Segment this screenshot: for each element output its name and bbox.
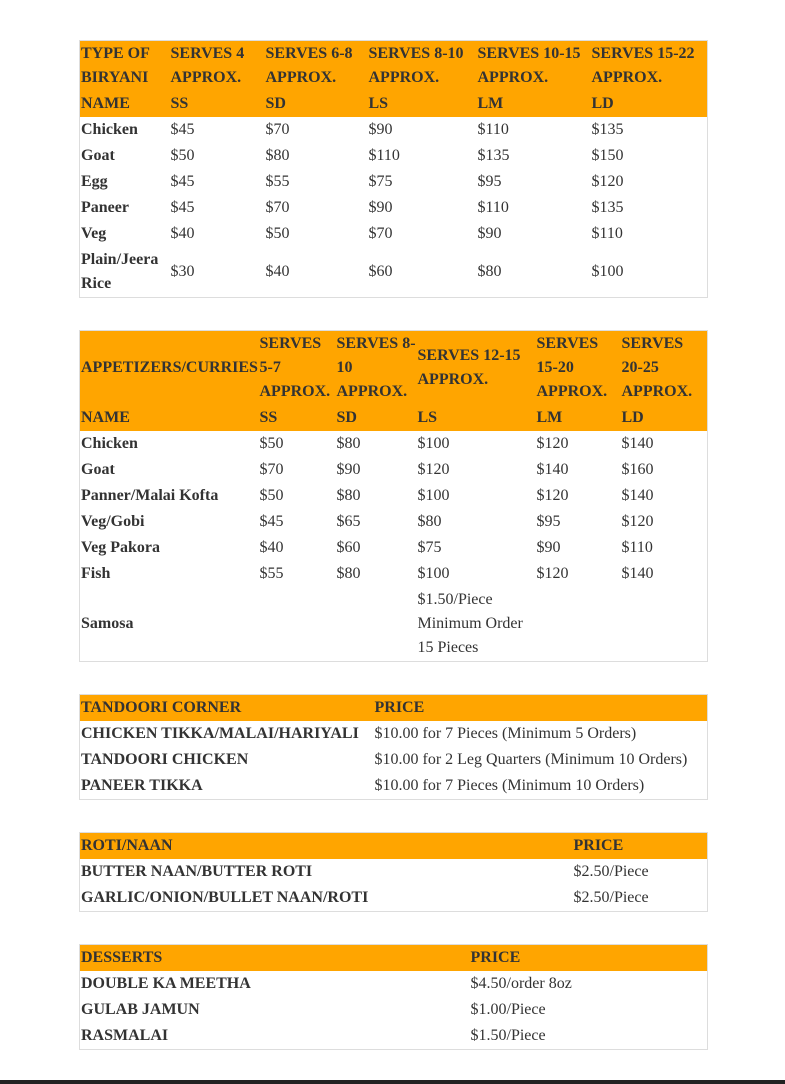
price-cell: $100 [417,565,450,582]
item-name: CHICKEN TIKKA/MALAI/HARIYALI [81,725,359,742]
price-cell: $110 [368,147,400,164]
appetizers-header [80,331,708,432]
appetizers-table [79,330,708,662]
price-cell: $90 [368,199,393,216]
price-cell: $1.00/Piece [470,1001,546,1018]
price-cell: $80 [336,487,361,504]
price-cell: $80 [417,513,442,530]
table-row [80,535,708,561]
biryani-code-ss: SS [170,95,189,112]
table-row [80,885,708,912]
price-cell: $40 [170,225,195,242]
item-name: DOUBLE KA MEETHA [81,975,251,992]
table-row [80,483,708,509]
price-cell: $80 [265,147,290,164]
price-cell: $90 [336,461,361,478]
biryani-col-type: TYPE OF BIRYANI [81,45,150,86]
desserts-header-row [80,945,708,972]
appetizers-col-lm: SERVES 15-20 APPROX. [536,335,608,400]
appetizers-code-name: NAME [81,409,130,426]
price-cell: $2.50/Piece [573,889,649,906]
price-cell: $140 [536,461,569,478]
price-cell: $80 [477,263,502,280]
price-cell: $110 [591,225,623,242]
price-cell: $70 [265,121,290,138]
appetizers-code-ss: SS [259,409,278,426]
price-cell: $70 [265,199,290,216]
price-cell: $80 [336,565,361,582]
biryani-col-ld: SERVES 15-22 APPROX. [591,45,695,86]
item-name: Samosa [81,615,134,632]
item-name: Goat [81,461,115,478]
biryani-code-sd: SD [265,95,286,112]
tandoori-body [80,721,708,800]
empty-cell [259,587,336,662]
desserts-body [80,971,708,1050]
price-cell: $45 [259,513,284,530]
roti-header-row [80,833,708,860]
appetizers-header-row [80,331,708,406]
item-name: TANDOORI CHICKEN [81,751,249,768]
tandoori-col-price: PRICE [374,699,425,716]
item-name: Goat [81,147,115,164]
price-cell: $45 [170,199,195,216]
price-cell: $10.00 for 7 Pieces (Minimum 10 Orders) [374,777,645,794]
price-cell: $40 [265,263,290,280]
price-cell: $55 [259,565,284,582]
biryani-code-row [80,91,708,117]
price-cell: $70 [368,225,393,242]
table-row [80,721,708,747]
table-row [80,143,708,169]
empty-cell [336,587,417,662]
price-cell: $110 [621,539,653,556]
price-cell: $120 [621,513,654,530]
price-cell: $55 [265,173,290,190]
price-cell: $80 [336,435,361,452]
roti-table [79,832,708,912]
table-row [80,1023,708,1050]
item-name: Veg [81,225,107,242]
appetizers-code-lm: LM [536,409,563,426]
item-name: Chicken [81,121,138,138]
table-row [80,509,708,535]
item-name: GULAB JAMUN [81,1001,200,1018]
table-row [80,431,708,457]
table-row [80,247,708,298]
appetizers-code-row [80,405,708,431]
item-name: RASMALAI [81,1027,169,1044]
table-row [80,169,708,195]
biryani-code-ld: LD [591,95,614,112]
tandoori-col-name: TANDOORI CORNER [81,699,242,716]
appetizers-code-ld: LD [621,409,644,426]
item-name: Panner/Malai Kofta [81,487,219,504]
price-cell: $100 [417,487,450,504]
price-cell: $120 [536,565,569,582]
price-cell: $60 [336,539,361,556]
price-cell: $140 [621,487,654,504]
price-cell: $75 [417,539,442,556]
price-cell: $95 [477,173,502,190]
item-name: Paneer [81,199,129,216]
samosa-row [80,587,708,662]
table-row [80,747,708,773]
biryani-col-lm: SERVES 10-15 APPROX. [477,45,581,86]
price-cell: $120 [536,487,569,504]
biryani-header-row [80,41,708,92]
biryani-code-ls: LS [368,95,389,112]
item-name: Egg [81,173,108,190]
appetizers-code-ls: LS [417,409,438,426]
price-cell: $45 [170,121,195,138]
price-cell: $45 [170,173,195,190]
table-row [80,859,708,885]
item-name: Plain/Jeera Rice [81,251,159,292]
price-cell: $65 [336,513,361,530]
biryani-code-name: NAME [81,95,130,112]
price-cell: $150 [591,147,624,164]
table-row [80,221,708,247]
item-name: GARLIC/ONION/BULLET NAAN/ROTI [81,889,369,906]
appetizers-col-type: APPETIZERS/CURRIES [81,359,258,376]
desserts-col-name: DESSERTS [81,949,163,966]
price-cell: $160 [621,461,654,478]
empty-cell [621,587,708,662]
price-cell: $135 [591,199,624,216]
table-row [80,773,708,800]
price-cell: $110 [477,199,509,216]
price-cell: $50 [265,225,290,242]
item-name: Fish [81,565,111,582]
tandoori-header-row [80,695,708,722]
page-bottom-divider [0,1080,785,1084]
price-cell: $50 [259,435,284,452]
roti-col-name: ROTI/NAAN [81,837,173,854]
table-row [80,195,708,221]
price-cell: $4.50/order 8oz [470,975,572,992]
price-cell: $10.00 for 7 Pieces (Minimum 5 Orders) [374,725,637,742]
price-cell: $120 [417,461,450,478]
appetizers-col-ss: SERVES 5-7 APPROX. [259,335,331,400]
price-cell: $10.00 for 2 Leg Quarters (Minimum 10 Orders) [374,751,688,768]
price-cell: $140 [621,565,654,582]
price-cell: $135 [591,121,624,138]
roti-body [80,859,708,912]
price-cell: $100 [417,435,450,452]
item-name: Veg/Gobi [81,513,145,530]
biryani-table [79,40,708,298]
item-name: PANEER TIKKA [81,777,203,794]
price-cell: $70 [259,461,284,478]
price-cell: $75 [368,173,393,190]
price-cell: $60 [368,263,393,280]
roti-header [80,833,708,860]
desserts-table [79,944,708,1050]
price-cell: $50 [259,487,284,504]
price-cell: $135 [477,147,510,164]
desserts-header [80,945,708,972]
price-cell: $50 [170,147,195,164]
price-cell: $95 [536,513,561,530]
price-cell: $100 [591,263,624,280]
samosa-price: $1.50/Piece Minimum Order 15 Pieces [417,591,523,656]
desserts-col-price: PRICE [470,949,521,966]
table-row [80,971,708,997]
table-row [80,561,708,587]
biryani-col-ls: SERVES 8-10 APPROX. [368,45,464,86]
appetizers-code-sd: SD [336,409,357,426]
price-cell: $140 [621,435,654,452]
price-cell: $30 [170,263,195,280]
appetizers-col-sd: SERVES 8-10 APPROX. [336,335,416,400]
price-cell: $120 [591,173,624,190]
empty-cell [536,587,621,662]
price-cell: $90 [536,539,561,556]
price-cell: $90 [368,121,393,138]
tandoori-table [79,694,708,800]
biryani-header [80,41,708,118]
price-cell: $90 [477,225,502,242]
table-row [80,457,708,483]
tandoori-header [80,695,708,722]
table-row [80,117,708,143]
price-cell: $1.50/Piece [470,1027,546,1044]
biryani-body [80,117,708,298]
item-name: Chicken [81,435,138,452]
item-name: BUTTER NAAN/BUTTER ROTI [81,863,313,880]
table-row [80,997,708,1023]
biryani-col-ss: SERVES 4 APPROX. [170,45,245,86]
price-cell: $2.50/Piece [573,863,649,880]
item-name: Veg Pakora [81,539,160,556]
biryani-col-sd: SERVES 6-8 APPROX. [265,45,353,86]
biryani-code-lm: LM [477,95,504,112]
roti-col-price: PRICE [573,837,624,854]
price-cell: $110 [477,121,509,138]
price-cell: $120 [536,435,569,452]
appetizers-col-ld: SERVES 20-25 APPROX. [621,335,693,400]
appetizers-col-ls: SERVES 12-15 APPROX. [417,347,521,388]
appetizers-body [80,431,708,662]
price-cell: $40 [259,539,284,556]
